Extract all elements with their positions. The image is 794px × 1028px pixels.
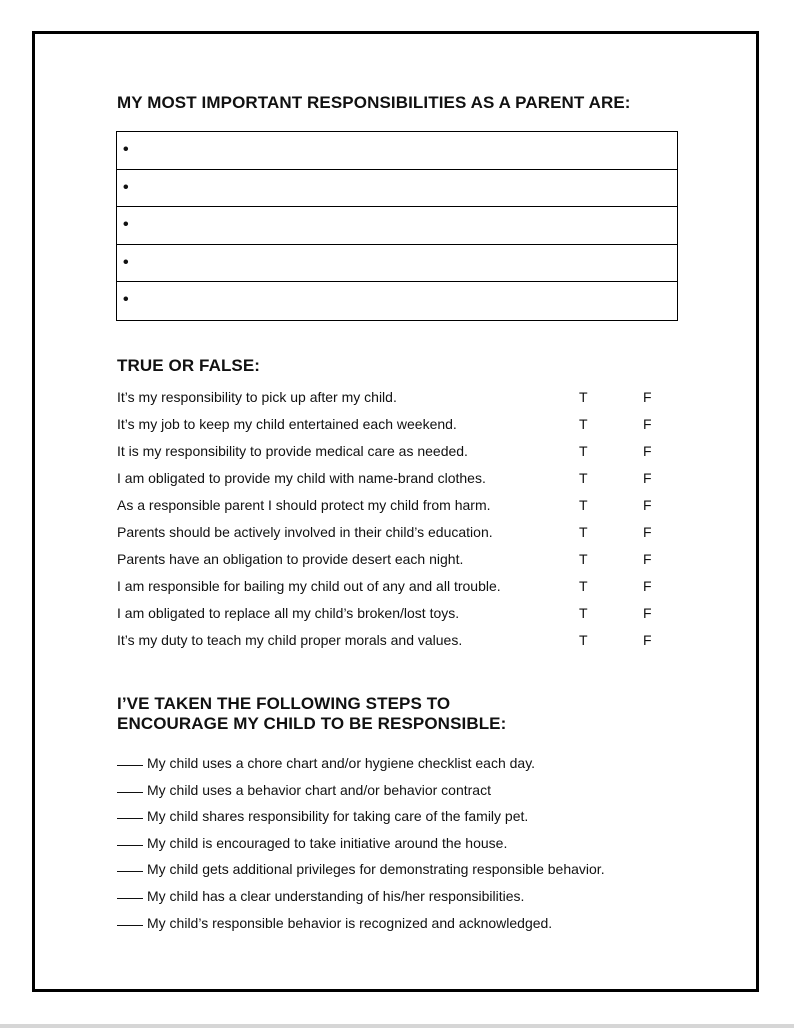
true-option[interactable]: T: [579, 389, 588, 405]
steps-heading-line-1: I’VE TAKEN THE FOLLOWING STEPS TO: [117, 694, 451, 713]
responsibility-entry-row[interactable]: [117, 170, 677, 208]
step-item: [117, 860, 677, 887]
true-false-item: [117, 550, 667, 577]
step-text: My child is encouraged to take initiative around the house.: [147, 834, 508, 851]
true-false-statement: I am obligated to provide my child with name-brand clothes.: [117, 470, 486, 486]
false-option[interactable]: F: [643, 389, 652, 405]
step-item: [117, 781, 677, 808]
step-text: My child uses a behavior chart and/or behavior contract: [147, 781, 491, 798]
step-checkbox-blank[interactable]: [117, 870, 143, 872]
true-false-statement: It’s my duty to teach my child proper morals and values.: [117, 632, 463, 648]
step-checkbox-blank[interactable]: [117, 764, 143, 766]
true-false-statement: It is my responsibility to provide medical care as needed.: [117, 443, 468, 459]
bullet-marker: •: [123, 178, 129, 196]
step-item: [117, 754, 677, 781]
true-option[interactable]: T: [579, 632, 588, 648]
false-option[interactable]: F: [643, 551, 652, 567]
true-false-heading: TRUE OR FALSE:: [117, 356, 261, 375]
bullet-marker: •: [123, 216, 129, 234]
step-item: [117, 887, 677, 914]
step-item: [117, 914, 677, 941]
true-false-item: [117, 388, 667, 415]
bullet-marker: •: [123, 291, 129, 309]
responsibility-entry-row[interactable]: [117, 282, 677, 320]
step-text: My child has a clear understanding of his/her responsibilities.: [147, 887, 525, 904]
false-option[interactable]: F: [643, 605, 652, 621]
true-false-item: [117, 604, 667, 631]
step-checkbox-blank[interactable]: [117, 817, 143, 819]
bullet-marker: •: [123, 141, 129, 158]
steps-heading: [117, 694, 506, 734]
true-false-statement: It’s my job to keep my child entertained each weekend.: [117, 416, 457, 432]
true-false-list: [117, 388, 667, 658]
step-text: My child uses a chore chart and/or hygiene checklist each day.: [147, 755, 536, 771]
responsibility-entry-row[interactable]: [117, 245, 677, 283]
responsibility-entry-row[interactable]: [117, 207, 677, 245]
true-option[interactable]: T: [579, 443, 588, 459]
true-option[interactable]: T: [579, 524, 588, 540]
false-option[interactable]: F: [643, 497, 652, 513]
true-false-statement: It’s my responsibility to pick up after my child.: [117, 389, 397, 405]
false-option[interactable]: F: [643, 470, 652, 486]
true-option[interactable]: T: [579, 416, 588, 432]
page-bottom-divider: [0, 1024, 794, 1028]
true-false-statement: I am responsible for bailing my child out of any and all trouble.: [117, 578, 501, 594]
true-option[interactable]: T: [579, 605, 588, 621]
false-option[interactable]: F: [643, 578, 652, 594]
false-option[interactable]: F: [643, 632, 652, 648]
true-false-item: [117, 523, 667, 550]
step-item: [117, 807, 677, 834]
step-item: [117, 834, 677, 861]
steps-heading-line-2: ENCOURAGE MY CHILD TO BE RESPONSIBLE:: [117, 714, 507, 733]
responsibilities-heading: MY MOST IMPORTANT RESPONSIBILITIES AS A PARENT ARE:: [117, 93, 631, 112]
step-checkbox-blank[interactable]: [117, 844, 143, 846]
true-false-item: [117, 442, 667, 469]
true-false-statement: Parents have an obligation to provide desert each night.: [117, 551, 464, 567]
step-text: My child shares responsibility for taking care of the family pet.: [147, 808, 529, 825]
true-false-statement: I am obligated to replace all my child’s broken/lost toys.: [117, 605, 460, 621]
false-option[interactable]: F: [643, 443, 652, 459]
step-checkbox-blank[interactable]: [117, 791, 143, 793]
step-checkbox-blank[interactable]: [117, 924, 143, 926]
step-text: My child’s responsible behavior is recognized and acknowledged.: [147, 914, 553, 931]
responsibilities-table: [116, 131, 678, 321]
true-false-item: [117, 496, 667, 523]
true-false-item: [117, 631, 667, 658]
true-false-statement: Parents should be actively involved in their child’s education.: [117, 524, 493, 540]
true-option[interactable]: T: [579, 497, 588, 513]
false-option[interactable]: F: [643, 524, 652, 540]
responsibility-entry-row[interactable]: [117, 132, 677, 170]
bullet-marker: •: [123, 253, 129, 271]
true-false-statement: As a responsible parent I should protect my child from harm.: [117, 497, 491, 513]
step-checkbox-blank[interactable]: [117, 897, 143, 899]
step-text: My child gets additional privileges for demonstrating responsible behavior.: [147, 861, 605, 878]
true-option[interactable]: T: [579, 470, 588, 486]
true-option[interactable]: T: [579, 578, 588, 594]
true-false-item: [117, 415, 667, 442]
true-option[interactable]: T: [579, 551, 588, 567]
true-false-item: [117, 577, 667, 604]
false-option[interactable]: F: [643, 416, 652, 432]
steps-checklist: [117, 754, 677, 940]
true-false-item: [117, 469, 667, 496]
